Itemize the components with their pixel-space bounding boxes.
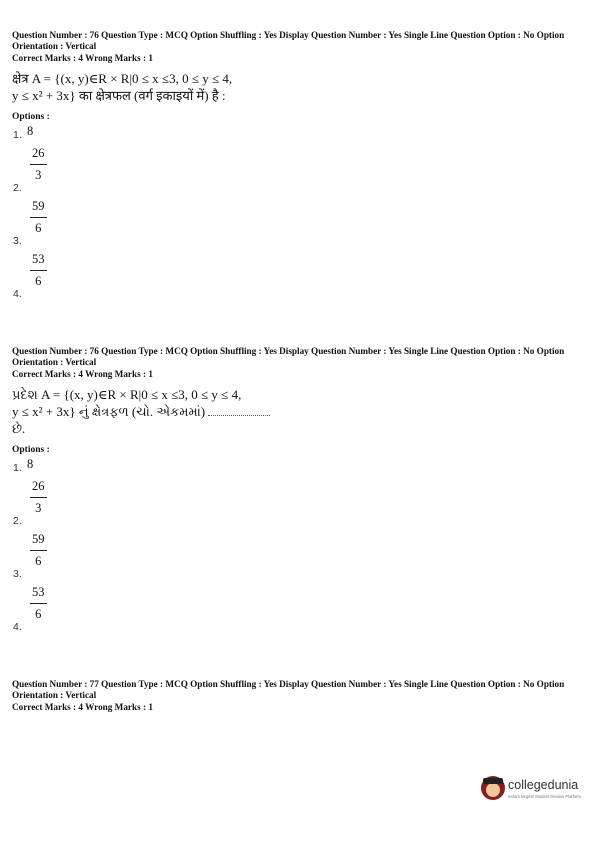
question-header: Question Number : 77 Question Type : MCQ Option Shuffling : Yes Display Question Number : Yes Single Line Question Option : No Option Orientation : Vertical xyxy=(12,679,565,700)
option-fraction xyxy=(30,199,47,236)
question-text-line: y ≤ x² + 3x} का क्षेत्रफल (वर्ग इकाइयों में) है : xyxy=(12,88,226,103)
logo-name: collegedunia xyxy=(508,778,579,792)
option-2[interactable] xyxy=(12,143,584,196)
option-fraction xyxy=(30,146,47,183)
fraction-denominator: 6 xyxy=(35,554,42,568)
question-text-part: y ≤ x² + 3x} નું ક્ષેત્રફળ (ચો. એકમમાં) xyxy=(12,404,206,419)
option-number: 4. xyxy=(13,288,22,300)
question-block-76-hindi xyxy=(12,30,584,302)
option-value: 8 xyxy=(27,457,34,471)
collegedunia-logo xyxy=(481,772,585,808)
question-text-line: क्षेत्र A = {(x, y)∈R × R|0 ≤ x ≤3, 0 ≤ y ≤ 4, xyxy=(12,71,233,86)
question-text-line: છે. xyxy=(12,421,26,436)
answer-blank xyxy=(208,405,270,416)
option-fraction xyxy=(30,479,47,516)
option-value: 8 xyxy=(27,124,34,138)
option-4[interactable] xyxy=(12,582,584,635)
option-3[interactable] xyxy=(12,196,584,249)
option-2[interactable] xyxy=(12,476,584,529)
option-number: 3. xyxy=(13,568,22,580)
options-label: Options : xyxy=(12,112,50,122)
fraction-numerator: 59 xyxy=(30,199,47,218)
option-number: 2. xyxy=(13,515,22,527)
question-block-77 xyxy=(12,679,584,713)
question-header: Question Number : 76 Question Type : MCQ Option Shuffling : Yes Display Question Number : Yes Single Line Question Option : No Option Orientation : Vertical xyxy=(12,346,565,367)
question-text-line xyxy=(12,403,584,420)
option-number: 1. xyxy=(13,462,22,474)
option-3[interactable] xyxy=(12,529,584,582)
fraction-denominator: 6 xyxy=(35,221,42,235)
option-number: 3. xyxy=(13,235,22,247)
fraction-numerator: 53 xyxy=(30,252,47,271)
option-1[interactable] xyxy=(12,455,584,476)
question-text-line: પ્રદેશ A = {(x, y)∈R × R|0 ≤ x ≤3, 0 ≤ y ≤ 4, xyxy=(12,387,242,402)
fraction-numerator: 26 xyxy=(30,479,47,498)
question-block-76-gujarati xyxy=(12,346,584,635)
option-fraction xyxy=(30,532,47,569)
options-label: Options : xyxy=(12,445,50,455)
fraction-denominator: 6 xyxy=(35,274,42,288)
marks-info: Correct Marks : 4 Wrong Marks : 1 xyxy=(12,369,153,379)
question-text xyxy=(12,70,584,104)
fraction-numerator: 59 xyxy=(30,532,47,551)
option-4[interactable] xyxy=(12,249,584,302)
marks-info: Correct Marks : 4 Wrong Marks : 1 xyxy=(12,702,153,712)
option-fraction xyxy=(30,585,47,622)
fraction-numerator: 26 xyxy=(30,146,47,165)
option-fraction xyxy=(30,252,47,289)
option-number: 2. xyxy=(13,182,22,194)
logo-tagline: India's largest Student Review Platform xyxy=(508,794,581,799)
fraction-denominator: 3 xyxy=(35,501,42,515)
fraction-denominator: 6 xyxy=(35,607,42,621)
mascot-icon xyxy=(481,776,505,800)
option-1[interactable] xyxy=(12,122,584,143)
fraction-denominator: 3 xyxy=(35,168,42,182)
option-number: 4. xyxy=(13,621,22,633)
fraction-numerator: 53 xyxy=(30,585,47,604)
option-number: 1. xyxy=(13,129,22,141)
question-header: Question Number : 76 Question Type : MCQ Option Shuffling : Yes Display Question Number : Yes Single Line Question Option : No Option Orientation : Vertical xyxy=(12,30,565,51)
question-text xyxy=(12,386,584,437)
marks-info: Correct Marks : 4 Wrong Marks : 1 xyxy=(12,53,153,63)
